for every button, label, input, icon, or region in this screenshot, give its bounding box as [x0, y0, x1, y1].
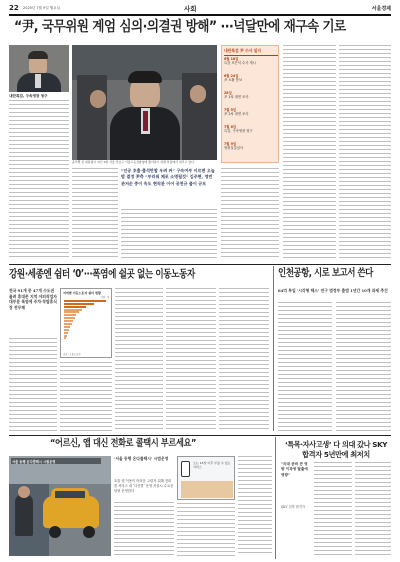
top-col3-body	[221, 168, 279, 260]
timeline-entry	[224, 142, 278, 159]
top-photo-main	[72, 45, 217, 160]
chart-title: 지역별 이동노동자 쉼터 현황	[63, 290, 101, 295]
story4-col1-body	[114, 502, 174, 556]
page-number: 22	[9, 4, 19, 12]
story2-headline: 강원·세종엔 쉼터 ‘0’···폭염에 쉴곳 없는 이동노동자	[9, 268, 195, 280]
timeline-date: 7월 9일	[224, 142, 237, 146]
timeline-text: 특검, 구속영장 청구	[224, 129, 253, 134]
top-col2-body	[72, 168, 118, 260]
story2-col4-body	[166, 288, 216, 432]
timeline-text: 특검 조은석 수사 개시	[224, 61, 256, 66]
story4-subhead: ‘서울 동행 온다콜택시’ 시범운영	[114, 456, 169, 461]
story5-side-name: SKY 입학 합격자	[281, 505, 306, 509]
top-col1-body	[9, 100, 69, 260]
story2-col5-body	[219, 288, 269, 432]
timeline-title: 내란특검 尹 수사 일지	[224, 48, 262, 53]
timeline-text: 영장실질심사	[224, 146, 244, 151]
story4-box-text: 오는 15일 이후 부를 수 있는 서비스	[193, 461, 231, 470]
story3-col1-body	[278, 302, 332, 432]
story2-col1-body	[9, 338, 57, 432]
story2-subhead: 전국 91개 중 47개 수도권 몰려 휴대폰 지역 야외작업자 대부분 폭염에 주차·착탈휴식장 전무해	[9, 288, 57, 310]
timeline-entry	[224, 74, 278, 91]
timeline-date: 28일	[224, 91, 232, 95]
top-photo2-caption: 윤석열 전 대통령이 지난 9일 서울 서초구 서울고등검찰청에 출석하기 위해 차량에서 내리고 있다.	[72, 160, 195, 164]
top-photo-person	[9, 45, 69, 92]
timeline-date: 7월 6일	[224, 125, 237, 129]
story4-headline: “어르신, 앱 대신 전화로 콜택시 부르세요”	[50, 438, 197, 449]
timeline-text: 尹 1차 대면 조사	[224, 95, 249, 100]
story3-headline: 인천공항, 시로 보고서 쓴다	[278, 268, 373, 279]
timeline-date: 6월 24일	[224, 74, 239, 78]
story5-side-quote: “의대 준비 큰 영향 이과생 탈출에 영향”	[281, 462, 308, 477]
paper-name: 서울경제	[371, 6, 391, 12]
timeline-list	[224, 57, 278, 159]
story5-rule	[275, 437, 276, 559]
story2-col2-body	[60, 362, 112, 432]
timeline-date: 6월 18일	[224, 57, 239, 61]
story4-col3-body	[238, 456, 272, 556]
timeline-date: 7월 5일	[224, 108, 237, 112]
timeline-entry	[224, 108, 278, 125]
story4-photo	[9, 456, 111, 556]
timeline-entry	[224, 57, 278, 74]
top-pull-quote: “인공 호출·출석만할 우려 커” 구속여부 이르면 오늘밤 결정 尹측 “부러워 체포 소명될것” 김주현, 영빈관저손 중이 속도 현직관 이어 공천규 줄이 규모	[121, 168, 215, 186]
story3-col2-body	[336, 302, 391, 432]
timeline-text: 尹 소환 통보	[224, 78, 243, 83]
story2-col3-body	[115, 288, 163, 432]
top-headline: “尹, 국무위원 계엄 심의·의결권 방해” ···넉달만에 재구속 기로	[14, 19, 346, 35]
section-name: 사회	[184, 5, 197, 13]
story4-phone-box	[177, 456, 235, 500]
header-rule	[9, 14, 391, 16]
story3-subhead: 84억 투입 ‘시각형 텍스’ 연구 범정부 출범 1년간 10개 과제 추진	[278, 288, 388, 293]
story4-col2-body	[177, 503, 235, 556]
story5-col1-body	[314, 462, 352, 556]
regional-shelter-chart	[60, 288, 112, 358]
chart-source: 자료: 고용노동부	[63, 352, 81, 356]
divider-2	[9, 435, 391, 436]
page-header	[9, 4, 391, 13]
timeline-box	[221, 45, 279, 163]
story5-headline: ‘특목·자사고생’ 다 의대 갔나 SKY 합격자 5년만에 최저치	[284, 440, 388, 459]
story4-sub-lines: 호출 앱 이용이 어려운 고령자 위해 전화 콜 서비스 대 ‘다산콜’ 운영 서울시 수요응답형 운영한다	[114, 479, 174, 493]
story5-col2-body	[355, 462, 391, 556]
top-col5-body	[339, 45, 391, 260]
top-col4-body	[283, 45, 336, 260]
timeline-entry	[224, 91, 278, 108]
story4-photo-caption: 서울 동행 온다콜택시 시범운영	[11, 458, 101, 464]
top-col2b-body	[121, 209, 217, 260]
issue-date: 2025년 7월 9일 월요일	[23, 6, 60, 10]
timeline-entry	[224, 125, 278, 142]
story3-rule	[273, 266, 274, 431]
chart-unit: 단위: 개	[100, 296, 109, 299]
box-map-graphic	[181, 481, 233, 498]
timeline-text: 尹 2차 대면 조사	[224, 112, 249, 117]
top-photo1-caption: 내란특검, 구속영장 청구	[9, 94, 48, 98]
divider-1	[9, 264, 391, 265]
timeline-rule	[224, 55, 278, 56]
chart-bars	[64, 299, 110, 351]
phone-icon	[181, 461, 190, 477]
